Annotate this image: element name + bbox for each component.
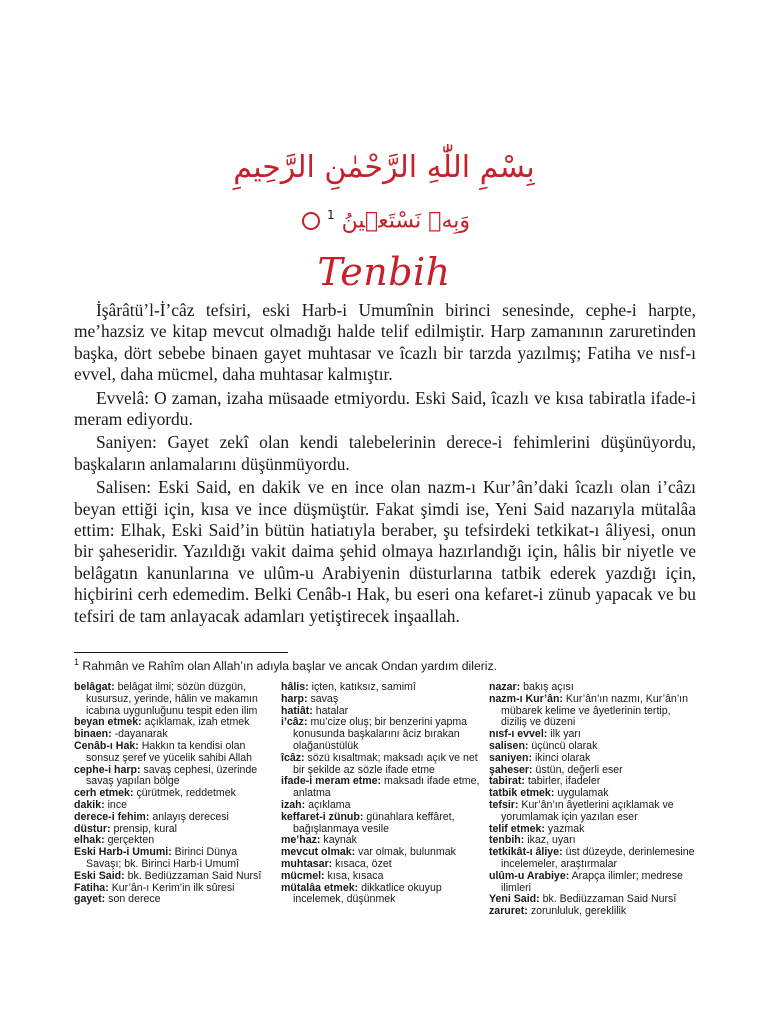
glossary-term: muhtasar: (281, 857, 333, 870)
glossary-column-3 (489, 682, 699, 918)
glossary-definition: dikkatlice okuyup incelemek, düşünmek (293, 881, 442, 906)
glossary-entry (489, 906, 699, 918)
glossary-term: dakik: (74, 798, 105, 811)
paragraph: Saniyen: Gayet zekî olan kendi talebelerinin derece-i fehimlerini düşünüyordu, başkaların anlamalarını düşünmüyordu. (74, 432, 696, 474)
glossary-definition: içten, katıksız, samimî (311, 681, 416, 693)
glossary-term: îcâz: (281, 751, 305, 764)
paragraph: Evvelâ: O zaman, izaha müsaade etmiyordu. Eski Said, îcazlı ve kısa tabiratla ifade-i meram ediyordu. (74, 387, 696, 430)
glossary-term: izah: (281, 798, 306, 811)
glossary-term: ulûm-u Arabiye: (489, 869, 570, 882)
glossary-definition: Arapça ilimler; medrese ilimleri (501, 869, 683, 894)
glossary-definition: üstün, değerli eser (535, 763, 623, 776)
glossary-entry (489, 847, 699, 871)
glossary-definition: son derece (108, 893, 161, 906)
glossary-term: tabirat: (489, 775, 525, 788)
glossary-term: elhak: (74, 834, 105, 847)
glossary-term: belâgat: (74, 681, 115, 693)
glossary-term: saniyen: (489, 751, 532, 764)
glossary-definition: kısaca, özet (335, 857, 392, 870)
glossary-entry (281, 717, 481, 752)
glossary-definition: çürütmek, reddetmek (136, 787, 236, 800)
glossary-term: mütalâa etmek: (281, 881, 359, 894)
glossary-definition: sözü kısaltmak; maksadı açık ve net bir şekilde az sözle ifade etme (293, 751, 478, 776)
glossary-term: mücmel: (281, 869, 325, 882)
glossary-term: beyan etmek: (74, 716, 142, 729)
glossary-definition: var olmak, bulunmak (358, 846, 456, 859)
glossary-definition: günahlara keffâret, bağışlanmaya vesile (293, 810, 455, 835)
glossary-definition: bakış açısı (523, 681, 574, 693)
glossary-definition: -dayanarak (114, 728, 168, 741)
glossary-definition: ikinci olarak (534, 751, 591, 764)
glossary-definition: anlayış derecesi (152, 810, 229, 823)
glossary-term: nısf-ı evvel: (489, 728, 548, 741)
glossary-term: şaheser: (489, 763, 533, 776)
footnote-text: Rahmân ve Rahîm olan Allah’ın adıyla başlar ve ancak Ondan yardım dileriz. (82, 659, 497, 674)
glossary-column-2 (281, 682, 481, 906)
glossary-term: gayet: (74, 893, 106, 906)
glossary-definition: açıklamak, izah etmek (144, 716, 250, 729)
glossary-definition: Kur’ân’ın âyetlerini açıklamak ve yorumlamak için yazılan eser (501, 798, 674, 823)
main-text (74, 300, 696, 629)
glossary-definition: maksadı ifade etme, anlatma (293, 775, 480, 800)
glossary-term: nazm-ı Kur’ân: (489, 692, 563, 705)
glossary-definition: kısa, kısaca (327, 869, 384, 882)
paragraph: İşârâtü’l-İ’câz tefsiri, eski Harb-i Umumînin birinci senesinde, cephe-i harpte, me’hazsiz ve kitap mevcut olmadığı halde telif edilmiştir. Harp zamanının zaruretinden başka, dört sebebe binaen gayet muhtasar ve îcazlı bir tarzda yazılmış; Fatiha ve nısf-ı evvel, daha mücmel, daha muhtasar kalmıştır. (74, 300, 696, 385)
glossary-term: tefsir: (489, 798, 519, 811)
glossary-entry (74, 741, 274, 765)
glossary-definition: üçüncü olarak (531, 739, 598, 752)
glossary-definition: mu’cize oluş; bir benzerini yapma konusunda başkalarını âciz bırakan olağanüstülük (293, 716, 468, 752)
glossary-term: tatbik etmek: (489, 787, 555, 800)
glossary-term: mevcut olmak: (281, 846, 356, 859)
glossary-entry (74, 847, 274, 871)
glossary-entry (281, 753, 481, 777)
glossary-definition: Kur’ân-ı Kerim’in ilk sûresi (111, 881, 235, 894)
glossary-definition: belâgat ilmi; sözün düzgün, kusursuz, yerinde, hâlin ve makamın icabına uygunluğunu tespit eden ilim (86, 681, 258, 717)
glossary-term: nazar: (489, 681, 521, 693)
glossary-entry (281, 883, 481, 907)
glossary-entry (74, 894, 274, 906)
glossary-definition: Birinci Dünya Savaşı; bk. Birinci Harb-i Umumî (86, 846, 240, 870)
glossary-term: düstur: (74, 822, 111, 835)
glossary-term: derece-i fehim: (74, 810, 150, 823)
glossary-definition: bk. Bediüzzaman Said Nursî (127, 869, 262, 882)
glossary-term: Fatiha: (74, 881, 109, 894)
glossary-term: telif etmek: (489, 822, 545, 835)
istiane-line (0, 208, 768, 233)
glossary-entry (74, 682, 274, 717)
glossary-definition: açıklama (308, 798, 351, 811)
glossary-term: me’haz: (281, 834, 321, 847)
glossary-definition: bk. Bediüzzaman Said Nursî (542, 893, 677, 906)
glossary-definition: hatalar (315, 704, 349, 717)
glossary-entry (74, 765, 274, 789)
glossary-term: binaen: (74, 728, 112, 741)
glossary-definition: Hakkın ta kendisi olan sonsuz şeref ve yücelik sahibi Allah (86, 739, 253, 764)
glossary-term: tetkikât-ı âliye: (489, 846, 563, 859)
glossary-term: salisen: (489, 739, 529, 752)
glossary-term: ifade-i meram etme: (281, 775, 382, 788)
glossary-definition: prensip, kural (113, 822, 178, 835)
glossary-term: Yeni Said: (489, 893, 540, 906)
glossary-term: Cenâb-ı Hak: (74, 739, 139, 752)
footnote (74, 657, 714, 673)
glossary-term: hâlis: (281, 681, 309, 693)
basmala-text: بِسْمِ اللّٰهِ الرَّحْمٰنِ الرَّحِيمِ (233, 150, 535, 185)
rose-ornament-icon (302, 212, 320, 230)
glossary-term: hatiât: (281, 704, 313, 717)
glossary-definition: zorunluluk, gereklilik (530, 905, 627, 918)
glossary-entry (281, 776, 481, 800)
glossary-definition: uygulamak (557, 787, 609, 800)
glossary-definition: savaş cephesi, üzerinde savaş yapılan bölge (86, 763, 258, 788)
footnote-marker: 1 (327, 208, 335, 222)
glossary-term: cephe-i harp: (74, 763, 141, 776)
glossary-definition: üst düzeyde, derinlemesine incelemeler, araştırmalar (501, 846, 695, 870)
istiane-text: وَبِهٖ نَسْتَعٖينُ (341, 208, 470, 234)
glossary-term: keffaret-i zünub: (281, 810, 364, 823)
glossary-entry (489, 694, 699, 729)
glossary-term: harp: (281, 692, 308, 705)
glossary-definition: ilk yarı (550, 728, 581, 741)
glossary-definition: yazmak (547, 822, 585, 835)
glossary-definition: savaş (310, 692, 339, 705)
basmala-calligraphy (0, 150, 768, 185)
glossary-entry (489, 871, 699, 895)
glossary-definition: gerçekten (107, 834, 155, 847)
glossary-definition: Kur’ân’ın nazmı, Kur’ân’ın mübarek kelime ve âyetlerinin tertip, diziliş ve düzeni (501, 692, 689, 729)
glossary-term: Eski Said: (74, 869, 125, 882)
footnote-number: 1 (74, 657, 80, 667)
glossary-definition: ikaz, uyarı (527, 834, 576, 847)
glossary-definition: ince (107, 798, 128, 811)
footnote-divider (74, 652, 288, 653)
glossary-term: zaruret: (489, 905, 528, 918)
glossary-entry (281, 812, 481, 836)
glossary-definition: tabirler, ifadeler (527, 775, 601, 788)
glossary-term: i’câz: (281, 716, 308, 729)
glossary-column-1 (74, 682, 274, 906)
glossary-term: Eski Harb-i Umumi: (74, 846, 172, 859)
glossary-term: tenbih: (489, 834, 525, 847)
glossary-definition: kaynak (323, 834, 357, 847)
glossary-entry (489, 800, 699, 824)
glossary-term: cerh etmek: (74, 787, 134, 800)
page-title: Tenbih (317, 250, 451, 294)
paragraph: Salisen: Eski Said, en dakik ve en ince olan nazm-ı Kur’ân’daki îcazlı olan i’câzı beyan ettiği için, kısa ve ince düşmüştür. Fakat şimdi ise, Yeni Said nazarıyla mütalâa ettim: Elhak, Eski Said’in bütün hatiatıyla beraber, şu tefsirdeki tetkikat-ı âliyesi, onun bir şaheseridir. Yazıldığı vakit daima şehid olmaya hazırlandığı için, hâlis bir niyetle ve belâgatın kanunlarına ve ulûm-u Arabiyenin düsturlarına tatbik ederek yazdığı için, hiçbirini cerh edemedim. Belki Cenâb-ı Hak, bu eseri ona kefaret-i zünub yapacak ve bu tefsiri de tam anlayacak adamları yetiştirecek inşaallah. (74, 477, 696, 626)
